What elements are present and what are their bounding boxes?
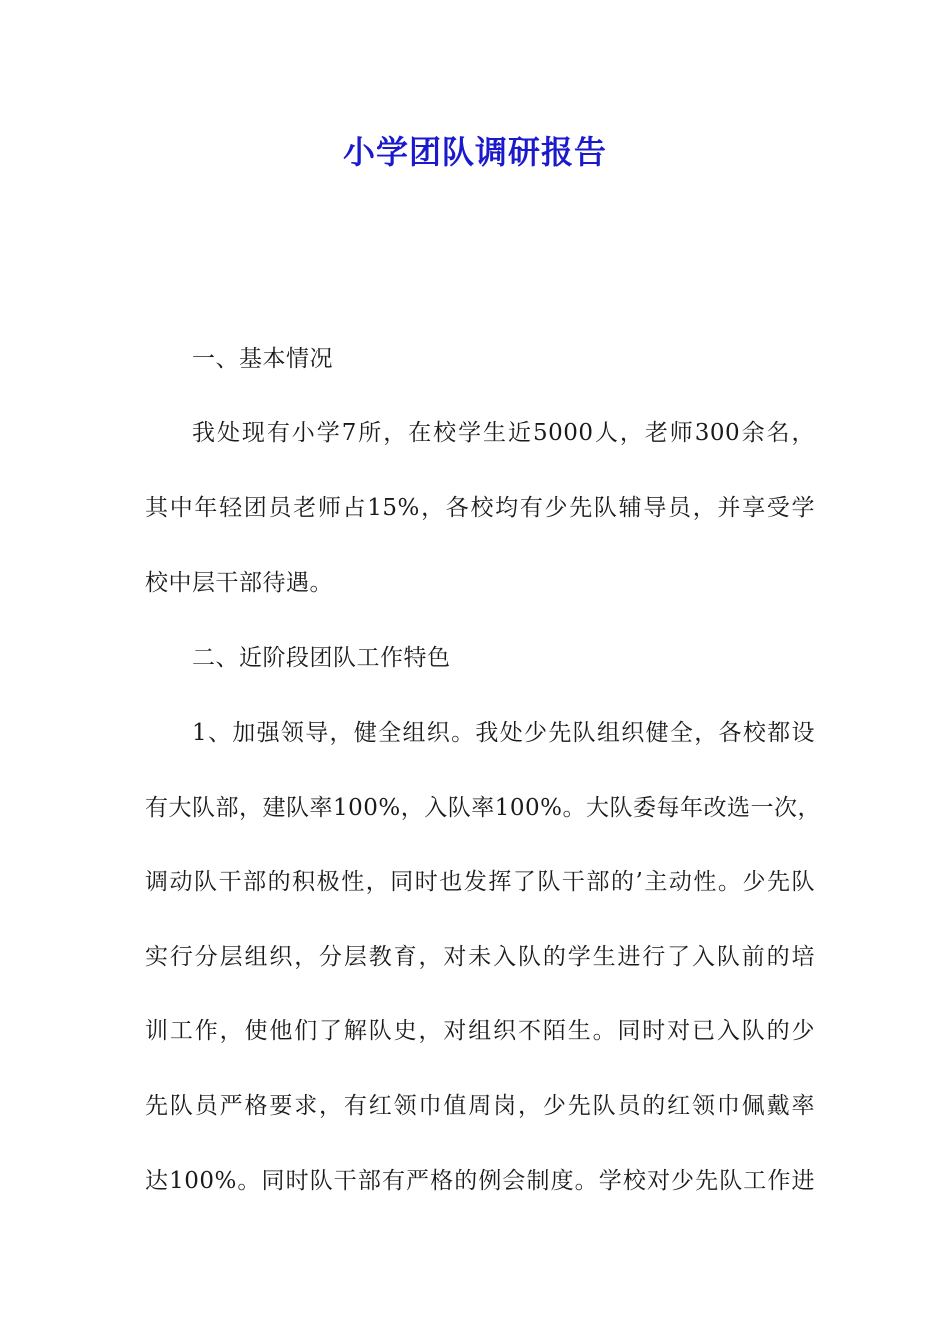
paragraph-line: 先队员严格要求，有红领巾值周岗，少先队员的红领巾佩戴率 [145,1093,815,1119]
paragraph-line: 实行分层组织，分层教育，对未入队的学生进行了入队前的培 [145,944,815,970]
paragraph-line: 调动队干部的积极性，同时也发挥了队干部的’主动性。少先队 [145,869,815,895]
paragraph-line: 1、加强领导，健全组织。我处少先队组织健全，各校都设 [192,720,815,746]
section-heading-features: 二、近阶段团队工作特色 [192,645,451,671]
paragraph-line: 达100%。同时队干部有严格的例会制度。学校对少先队工作进 [145,1168,815,1194]
paragraph-line: 其中年轻团员老师占15%，各校均有少先队辅导员，并享受学 [145,495,815,521]
paragraph-line: 我处现有小学7所，在校学生近5000人，老师300余名， [192,420,815,446]
paragraph-line: 训工作，使他们了解队史，对组织不陌生。同时对已入队的少 [145,1018,815,1044]
paragraph-line: 校中层干部待遇。 [145,570,333,596]
section-heading-basic: 一、基本情况 [192,346,333,372]
document-title: 小学团队调研报告 [342,133,607,171]
paragraph-line: 有大队部，建队率100%，入队率100%。大队委每年改选一次， [145,795,822,821]
